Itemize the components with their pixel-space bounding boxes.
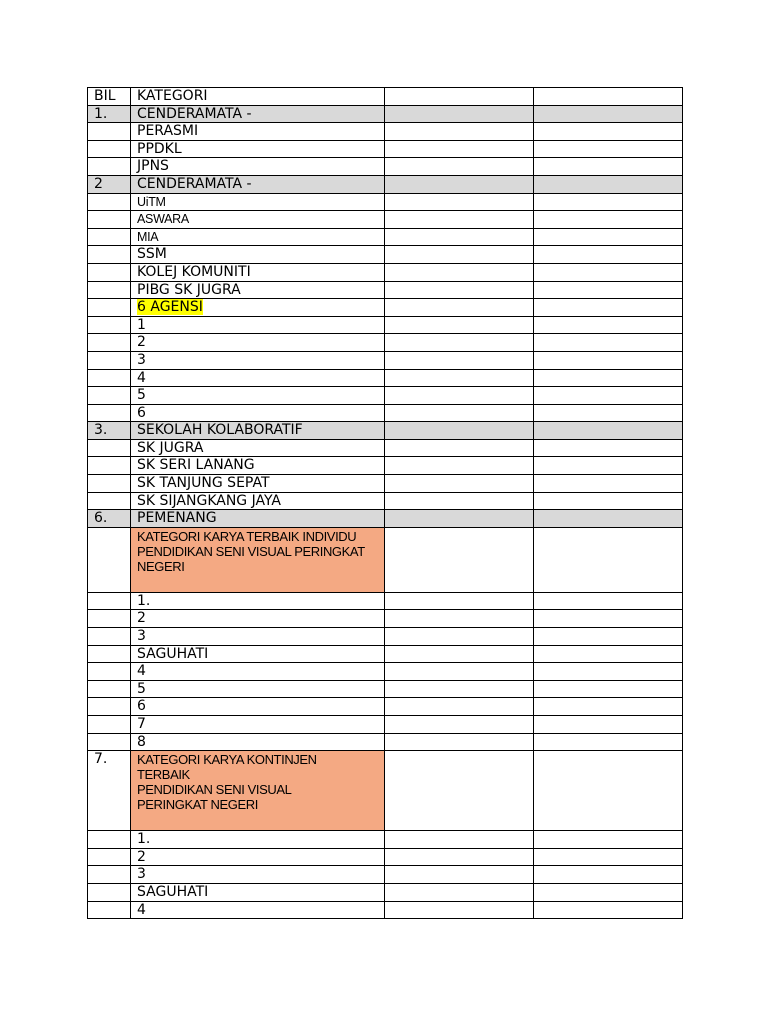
empty-cell-col-3 <box>385 628 534 646</box>
header-kategori: KATEGORI <box>131 88 385 106</box>
table-row <box>88 680 683 698</box>
table-row <box>88 848 683 866</box>
row-bil <box>88 369 131 387</box>
row-kategori <box>131 299 385 317</box>
table-row <box>88 831 683 849</box>
row-bil <box>88 848 131 866</box>
row-bil <box>88 263 131 281</box>
empty-cell-col-4 <box>534 281 683 299</box>
table-row <box>88 663 683 681</box>
table-row <box>88 387 683 405</box>
row-kategori <box>131 751 385 831</box>
row-bil <box>88 158 131 176</box>
empty-cell-col-3 <box>385 246 534 264</box>
empty-cell-col-3 <box>385 716 534 734</box>
empty-cell-col-3 <box>385 901 534 919</box>
empty-cell-col-4 <box>534 866 683 884</box>
empty-cell-col-4 <box>534 140 683 158</box>
empty-cell-col-3 <box>385 645 534 663</box>
table-row <box>88 369 683 387</box>
row-bil: 2 <box>88 175 131 193</box>
row-bil <box>88 140 131 158</box>
empty-cell-col-4 <box>534 422 683 440</box>
row-kategori: SSM <box>131 246 385 264</box>
header-empty-col-4 <box>534 88 683 106</box>
row-bil <box>88 246 131 264</box>
empty-cell-col-3 <box>385 492 534 510</box>
table-row <box>88 404 683 422</box>
empty-cell-col-3 <box>385 527 534 592</box>
row-kategori: 1. <box>131 831 385 849</box>
table-row <box>88 901 683 919</box>
row-bil <box>88 404 131 422</box>
table-row <box>88 510 683 528</box>
row-bil <box>88 475 131 493</box>
table-row <box>88 751 683 831</box>
row-bil <box>88 883 131 901</box>
row-bil <box>88 527 131 592</box>
empty-cell-col-4 <box>534 457 683 475</box>
table-row <box>88 334 683 352</box>
row-kategori: SEKOLAH KOLABORATIF <box>131 422 385 440</box>
empty-cell-col-4 <box>534 592 683 610</box>
empty-cell-col-4 <box>534 698 683 716</box>
empty-cell-col-4 <box>534 510 683 528</box>
table-row <box>88 351 683 369</box>
row-bil <box>88 645 131 663</box>
empty-cell-col-3 <box>385 369 534 387</box>
row-bil <box>88 281 131 299</box>
row-bil <box>88 457 131 475</box>
table-row <box>88 228 683 246</box>
empty-cell-col-4 <box>534 404 683 422</box>
empty-cell-col-3 <box>385 831 534 849</box>
table-row <box>88 211 683 229</box>
row-bil <box>88 698 131 716</box>
empty-cell-col-4 <box>534 733 683 751</box>
empty-cell-col-3 <box>385 140 534 158</box>
empty-cell-col-3 <box>385 175 534 193</box>
row-bil <box>88 492 131 510</box>
empty-cell-col-4 <box>534 610 683 628</box>
category-line: KATEGORI KARYA KONTINJEN <box>137 752 317 768</box>
row-kategori: CENDERAMATA - <box>131 175 385 193</box>
row-kategori: 3 <box>131 351 385 369</box>
empty-cell-col-3 <box>385 281 534 299</box>
empty-cell-col-4 <box>534 751 683 831</box>
table-row <box>88 883 683 901</box>
empty-cell-col-4 <box>534 680 683 698</box>
row-kategori: 5 <box>131 387 385 405</box>
row-bil <box>88 592 131 610</box>
row-bil <box>88 334 131 352</box>
table-row <box>88 316 683 334</box>
empty-cell-col-3 <box>385 698 534 716</box>
empty-cell-col-3 <box>385 211 534 229</box>
category-table <box>87 87 683 919</box>
empty-cell-col-3 <box>385 422 534 440</box>
table-row <box>88 610 683 628</box>
empty-cell-col-4 <box>534 193 683 211</box>
table-row <box>88 140 683 158</box>
table-row <box>88 628 683 646</box>
empty-cell-col-4 <box>534 158 683 176</box>
empty-cell-col-3 <box>385 733 534 751</box>
table-row <box>88 175 683 193</box>
table-row <box>88 246 683 264</box>
row-bil <box>88 351 131 369</box>
table-row <box>88 299 683 317</box>
empty-cell-col-4 <box>534 334 683 352</box>
table-row <box>88 123 683 141</box>
row-kategori: PEMENANG <box>131 510 385 528</box>
row-bil <box>88 680 131 698</box>
table-row <box>88 457 683 475</box>
row-kategori: 2 <box>131 334 385 352</box>
empty-cell-col-3 <box>385 263 534 281</box>
category-line: KATEGORI KARYA TERBAIK INDIVIDU <box>137 528 357 544</box>
empty-cell-col-4 <box>534 105 683 123</box>
empty-cell-col-4 <box>534 475 683 493</box>
row-bil <box>88 866 131 884</box>
empty-cell-col-3 <box>385 158 534 176</box>
empty-cell-col-3 <box>385 316 534 334</box>
table-row <box>88 105 683 123</box>
empty-cell-col-4 <box>534 228 683 246</box>
row-bil <box>88 716 131 734</box>
table-row <box>88 592 683 610</box>
empty-cell-col-3 <box>385 610 534 628</box>
empty-cell-col-4 <box>534 316 683 334</box>
empty-cell-col-3 <box>385 387 534 405</box>
row-bil <box>88 663 131 681</box>
empty-cell-col-4 <box>534 211 683 229</box>
empty-cell-col-4 <box>534 848 683 866</box>
row-kategori: PPDKL <box>131 140 385 158</box>
row-bil <box>88 193 131 211</box>
table-row <box>88 645 683 663</box>
empty-cell-col-3 <box>385 680 534 698</box>
row-kategori: SAGUHATI <box>131 883 385 901</box>
category-line: PENDIDIKAN SENI VISUAL PERINGKAT <box>137 543 365 559</box>
empty-cell-col-3 <box>385 334 534 352</box>
empty-cell-col-4 <box>534 645 683 663</box>
empty-cell-col-4 <box>534 175 683 193</box>
category-line: TERBAIK <box>137 767 190 783</box>
row-kategori: MIA <box>131 228 385 246</box>
table-header-row <box>88 88 683 106</box>
empty-cell-col-3 <box>385 404 534 422</box>
table-row <box>88 475 683 493</box>
row-bil <box>88 733 131 751</box>
empty-cell-col-3 <box>385 351 534 369</box>
row-kategori: SAGUHATI <box>131 645 385 663</box>
table-row <box>88 716 683 734</box>
empty-cell-col-4 <box>534 492 683 510</box>
empty-cell-col-3 <box>385 848 534 866</box>
row-bil <box>88 387 131 405</box>
row-bil: 6. <box>88 510 131 528</box>
row-kategori: ASWARA <box>131 211 385 229</box>
empty-cell-col-3 <box>385 510 534 528</box>
row-kategori: 1 <box>131 316 385 334</box>
empty-cell-col-4 <box>534 123 683 141</box>
empty-cell-col-3 <box>385 883 534 901</box>
row-kategori: KOLEJ KOMUNITI <box>131 263 385 281</box>
empty-cell-col-3 <box>385 457 534 475</box>
row-bil <box>88 316 131 334</box>
category-line: NEGERI <box>137 558 185 574</box>
empty-cell-col-4 <box>534 387 683 405</box>
table-row <box>88 492 683 510</box>
category-line: PERINGKAT NEGERI <box>137 797 258 813</box>
highlighted-text: 6 AGENSI <box>137 299 203 316</box>
row-kategori: CENDERAMATA - <box>131 105 385 123</box>
row-bil <box>88 228 131 246</box>
row-kategori: PERASMI <box>131 123 385 141</box>
row-kategori: SK JUGRA <box>131 439 385 457</box>
table-row <box>88 439 683 457</box>
empty-cell-col-3 <box>385 663 534 681</box>
row-kategori: SK SIJANGKANG JAYA <box>131 492 385 510</box>
empty-cell-col-3 <box>385 439 534 457</box>
row-kategori: PIBG SK JUGRA <box>131 281 385 299</box>
empty-cell-col-4 <box>534 663 683 681</box>
empty-cell-col-3 <box>385 592 534 610</box>
row-bil <box>88 211 131 229</box>
empty-cell-col-3 <box>385 105 534 123</box>
row-bil <box>88 299 131 317</box>
row-bil: 1. <box>88 105 131 123</box>
empty-cell-col-3 <box>385 299 534 317</box>
empty-cell-col-3 <box>385 866 534 884</box>
row-kategori: JPNS <box>131 158 385 176</box>
table-row <box>88 698 683 716</box>
row-kategori: 7 <box>131 716 385 734</box>
empty-cell-col-4 <box>534 439 683 457</box>
empty-cell-col-4 <box>534 901 683 919</box>
row-kategori: SK TANJUNG SEPAT <box>131 475 385 493</box>
row-kategori: 4 <box>131 369 385 387</box>
row-kategori: 6 <box>131 698 385 716</box>
empty-cell-col-4 <box>534 369 683 387</box>
row-kategori: 4 <box>131 663 385 681</box>
empty-cell-col-4 <box>534 628 683 646</box>
row-bil: 3. <box>88 422 131 440</box>
table-row <box>88 281 683 299</box>
table-row <box>88 866 683 884</box>
row-kategori <box>131 527 385 592</box>
row-kategori: 2 <box>131 610 385 628</box>
table-row <box>88 158 683 176</box>
header-bil: BIL <box>88 88 131 106</box>
row-kategori: UiTM <box>131 193 385 211</box>
empty-cell-col-4 <box>534 716 683 734</box>
row-kategori: 4 <box>131 901 385 919</box>
row-bil <box>88 628 131 646</box>
row-bil <box>88 610 131 628</box>
row-kategori: 2 <box>131 848 385 866</box>
row-bil <box>88 901 131 919</box>
empty-cell-col-4 <box>534 831 683 849</box>
empty-cell-col-4 <box>534 527 683 592</box>
row-bil: 7. <box>88 751 131 831</box>
empty-cell-col-4 <box>534 263 683 281</box>
table-row <box>88 733 683 751</box>
row-kategori: 8 <box>131 733 385 751</box>
empty-cell-col-3 <box>385 228 534 246</box>
header-empty-col-3 <box>385 88 534 106</box>
row-kategori: 6 <box>131 404 385 422</box>
row-kategori: SK SERI LANANG <box>131 457 385 475</box>
empty-cell-col-4 <box>534 351 683 369</box>
empty-cell-col-4 <box>534 246 683 264</box>
table-row <box>88 193 683 211</box>
empty-cell-col-3 <box>385 123 534 141</box>
row-kategori: 5 <box>131 680 385 698</box>
empty-cell-col-3 <box>385 751 534 831</box>
row-bil <box>88 831 131 849</box>
row-kategori: 1. <box>131 592 385 610</box>
row-bil <box>88 123 131 141</box>
category-line: PENDIDIKAN SENI VISUAL <box>137 782 292 798</box>
table-row <box>88 422 683 440</box>
row-kategori: 3 <box>131 628 385 646</box>
table-row <box>88 263 683 281</box>
row-kategori: 3 <box>131 866 385 884</box>
empty-cell-col-4 <box>534 299 683 317</box>
empty-cell-col-4 <box>534 883 683 901</box>
table-row <box>88 527 683 592</box>
empty-cell-col-3 <box>385 193 534 211</box>
empty-cell-col-3 <box>385 475 534 493</box>
row-bil <box>88 439 131 457</box>
